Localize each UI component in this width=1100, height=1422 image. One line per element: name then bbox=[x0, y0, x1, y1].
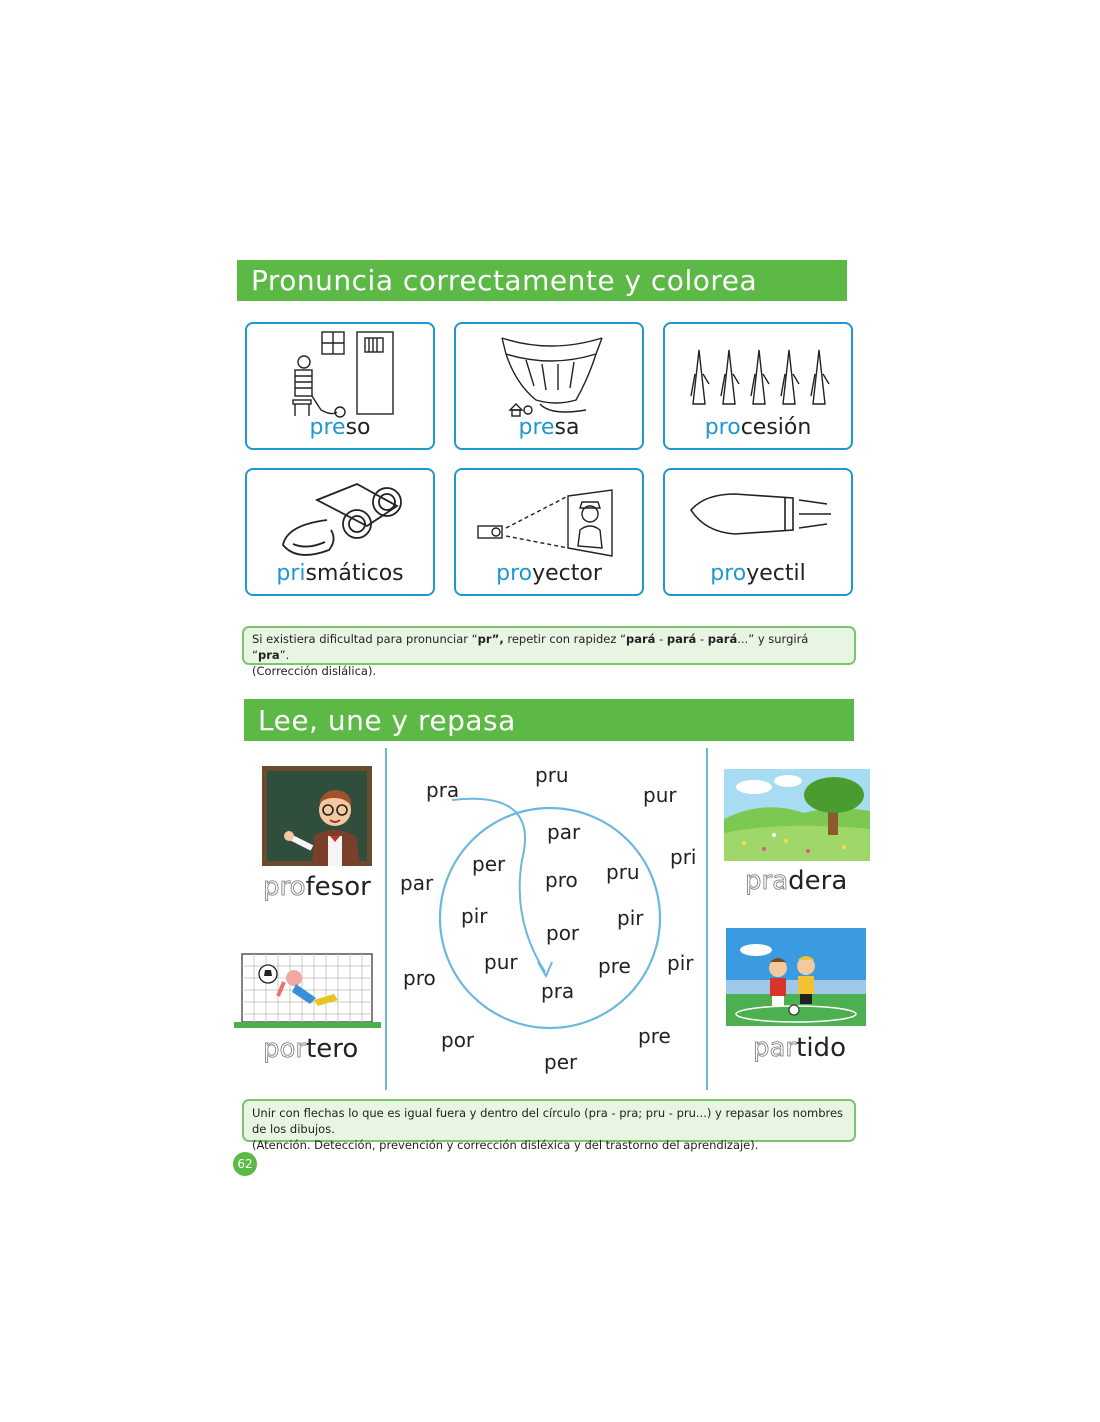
inside-syllable-pra[interactable]: pra bbox=[541, 979, 575, 1003]
projectile-icon bbox=[665, 470, 855, 570]
card-word: presa bbox=[518, 415, 580, 440]
inside-syllable-pre[interactable]: pre bbox=[598, 954, 631, 978]
divider-left bbox=[385, 748, 387, 1090]
outside-syllable-pro[interactable]: pro bbox=[403, 966, 436, 990]
binoculars-icon bbox=[247, 470, 437, 570]
instruction-note-pronunciation bbox=[242, 626, 856, 678]
word-profesor[interactable]: profesor bbox=[263, 872, 371, 902]
outside-syllable-por[interactable]: por bbox=[441, 1028, 475, 1052]
word-portero[interactable]: portero bbox=[263, 1034, 359, 1064]
goalkeeper-picture bbox=[234, 952, 381, 1028]
card-preso[interactable] bbox=[245, 322, 435, 450]
note-line-2: (Corrección dislálica). bbox=[252, 664, 377, 678]
card-proyectil[interactable] bbox=[663, 468, 853, 596]
word-pradera[interactable]: pradera bbox=[745, 866, 848, 896]
card-proyector[interactable] bbox=[454, 468, 644, 596]
meadow-picture bbox=[724, 769, 870, 861]
projector-icon bbox=[456, 470, 646, 570]
section-title-lee bbox=[244, 699, 854, 741]
inside-syllable-per[interactable]: per bbox=[472, 852, 506, 876]
page-number: 62 bbox=[233, 1152, 257, 1176]
inside-syllable-pir[interactable]: pir bbox=[461, 904, 488, 928]
outside-syllable-pri[interactable]: pri bbox=[670, 845, 697, 869]
note-line-2: (Atención. Detección, prevención y corrección disléxica y del trastorno del aprendizaje). bbox=[252, 1138, 759, 1152]
inside-syllable-pru[interactable]: pru bbox=[606, 860, 640, 884]
outside-syllable-pra[interactable]: pra bbox=[426, 778, 460, 802]
note-line-1: Unir con flechas lo que es igual fuera y dentro del círculo (pra - pra; pru - pru...) y repasar los nombres de los dibujos. bbox=[252, 1106, 844, 1136]
section-title-text: Pronuncia correctamente y colorea bbox=[251, 264, 758, 297]
card-procesion[interactable] bbox=[663, 322, 853, 450]
teacher-icon bbox=[262, 766, 376, 868]
card-word: prismáticos bbox=[276, 561, 404, 586]
outside-syllable-par[interactable]: par bbox=[400, 871, 434, 895]
card-word: preso bbox=[309, 415, 371, 440]
outside-syllable-pur[interactable]: pur bbox=[643, 783, 677, 807]
goalkeeper-icon bbox=[234, 952, 381, 1028]
soccer-picture bbox=[726, 928, 866, 1026]
card-word: proyectil bbox=[710, 561, 806, 586]
procession-icon bbox=[665, 324, 855, 424]
outside-syllable-pir[interactable]: pir bbox=[667, 951, 694, 975]
inside-syllable-pur[interactable]: pur bbox=[484, 950, 518, 974]
prisoner-icon bbox=[247, 324, 437, 424]
outside-syllable-pru[interactable]: pru bbox=[535, 763, 569, 787]
outside-syllable-pre[interactable]: pre bbox=[638, 1024, 671, 1048]
note-line-1: Si existiera dificultad para pronunciar “pr”, repetir con rapidez “pará - pará - pará...” y surgirá “pra”. bbox=[252, 632, 809, 662]
word-partido[interactable]: partido bbox=[753, 1033, 846, 1063]
divider-right bbox=[706, 748, 708, 1090]
card-word: procesión bbox=[704, 415, 812, 440]
outside-syllable-per[interactable]: per bbox=[544, 1050, 578, 1074]
inside-syllable-por[interactable]: por bbox=[546, 921, 580, 945]
instruction-note-matching bbox=[242, 1099, 856, 1152]
card-presa[interactable] bbox=[454, 322, 644, 450]
inside-syllable-par[interactable]: par bbox=[547, 820, 581, 844]
meadow-icon bbox=[724, 769, 870, 861]
card-word: proyector bbox=[496, 561, 602, 586]
section-title-pronuncia bbox=[237, 260, 847, 301]
soccer-match-icon bbox=[726, 928, 866, 1026]
example-arrow bbox=[452, 799, 545, 972]
teacher-picture bbox=[262, 766, 376, 868]
section-title-text: Lee, une y repasa bbox=[258, 703, 516, 737]
inside-syllable-pro[interactable]: pro bbox=[545, 868, 578, 892]
inside-syllable-pir[interactable]: pir bbox=[617, 906, 644, 930]
dam-icon bbox=[456, 324, 646, 424]
card-prismaticos[interactable] bbox=[245, 468, 435, 596]
